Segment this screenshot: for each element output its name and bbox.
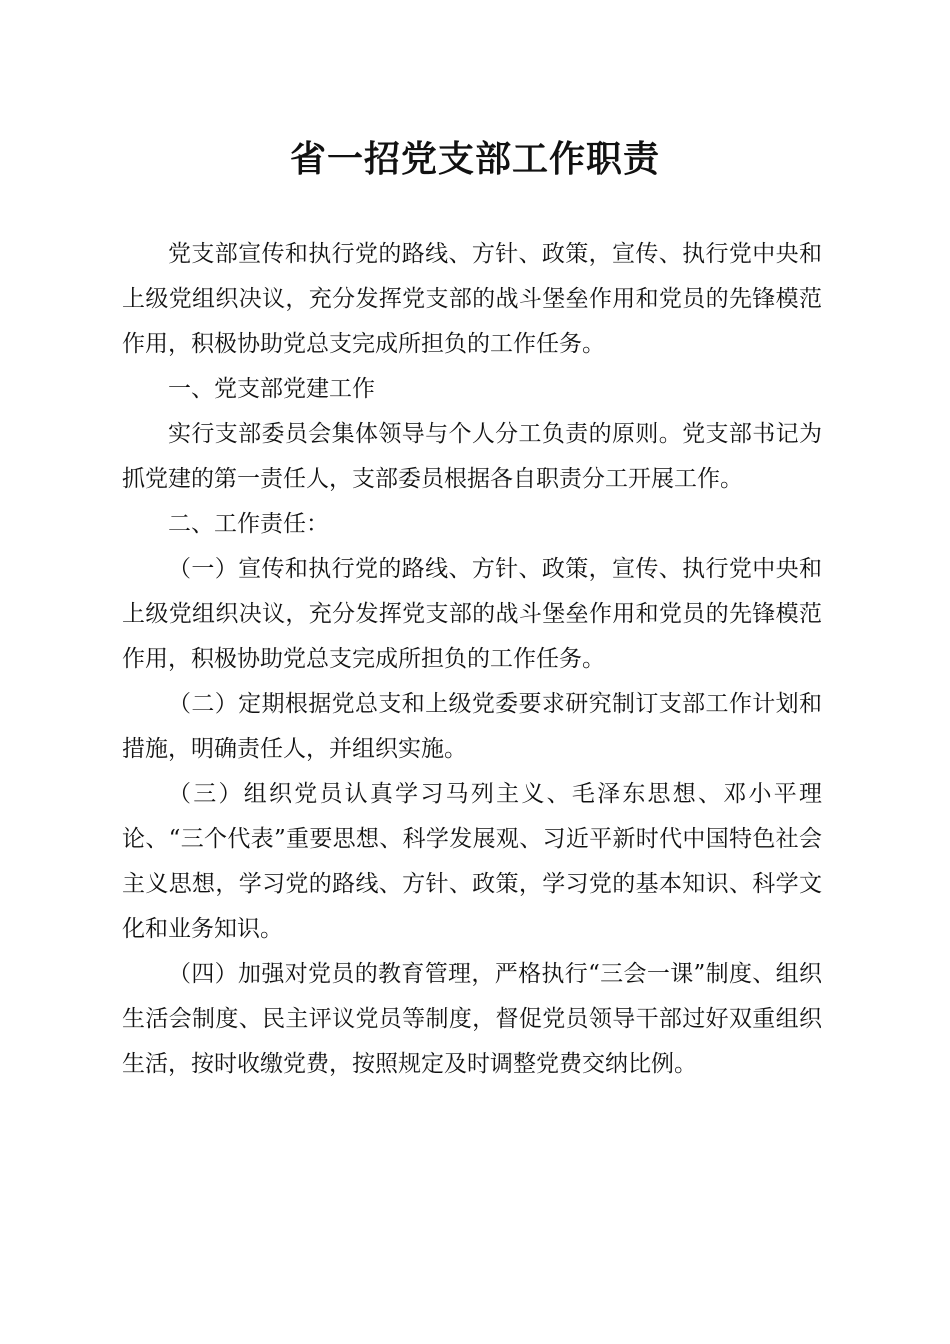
duty-item-4: （四）加强对党员的教育管理，严格执行“三会一课”制度、组织生活会制度、民主评议党员等制度，督促党员领导干部过好双重组织生活，按时收缴党费，按照规定及时调整党费交纳比例。 (122, 961, 822, 1077)
section-paragraph-party-building: 实行支部委员会集体领导与个人分工负责的原则。党支部书记为抓党建的第一责任人，支部委员根据各自职责分工开展工作。 (122, 421, 822, 492)
duty-item-2: （二）定期根据党总支和上级党委要求研究制订支部工作计划和措施，明确责任人，并组织实施。 (122, 691, 822, 762)
duty-item-1: （一）宣传和执行党的路线、方针、政策，宣传、执行党中央和上级党组织决议，充分发挥党支部的战斗堡垒作用和党员的先锋模范作用，积极协助党总支完成所担负的工作任务。 (122, 556, 822, 672)
document-body (122, 232, 822, 1087)
document-title: 省一招党支部工作职责 (289, 138, 660, 180)
intro-paragraph: 党支部宣传和执行党的路线、方针、政策，宣传、执行党中央和上级党组织决议，充分发挥党支部的战斗堡垒作用和党员的先锋模范作用，积极协助党总支完成所担负的工作任务。 (122, 241, 822, 357)
section-heading-work-duties: 二、工作责任： (168, 511, 329, 537)
section-heading-party-building: 一、党支部党建工作 (168, 376, 375, 402)
duty-item-3: （三）组织党员认真学习马列主义、毛泽东思想、邓小平理论、“三个代表”重要思想、科学发展观、习近平新时代中国特色社会主义思想，学习党的路线、方针、政策，学习党的基本知识、科学文化和业务知识。 (122, 781, 822, 942)
